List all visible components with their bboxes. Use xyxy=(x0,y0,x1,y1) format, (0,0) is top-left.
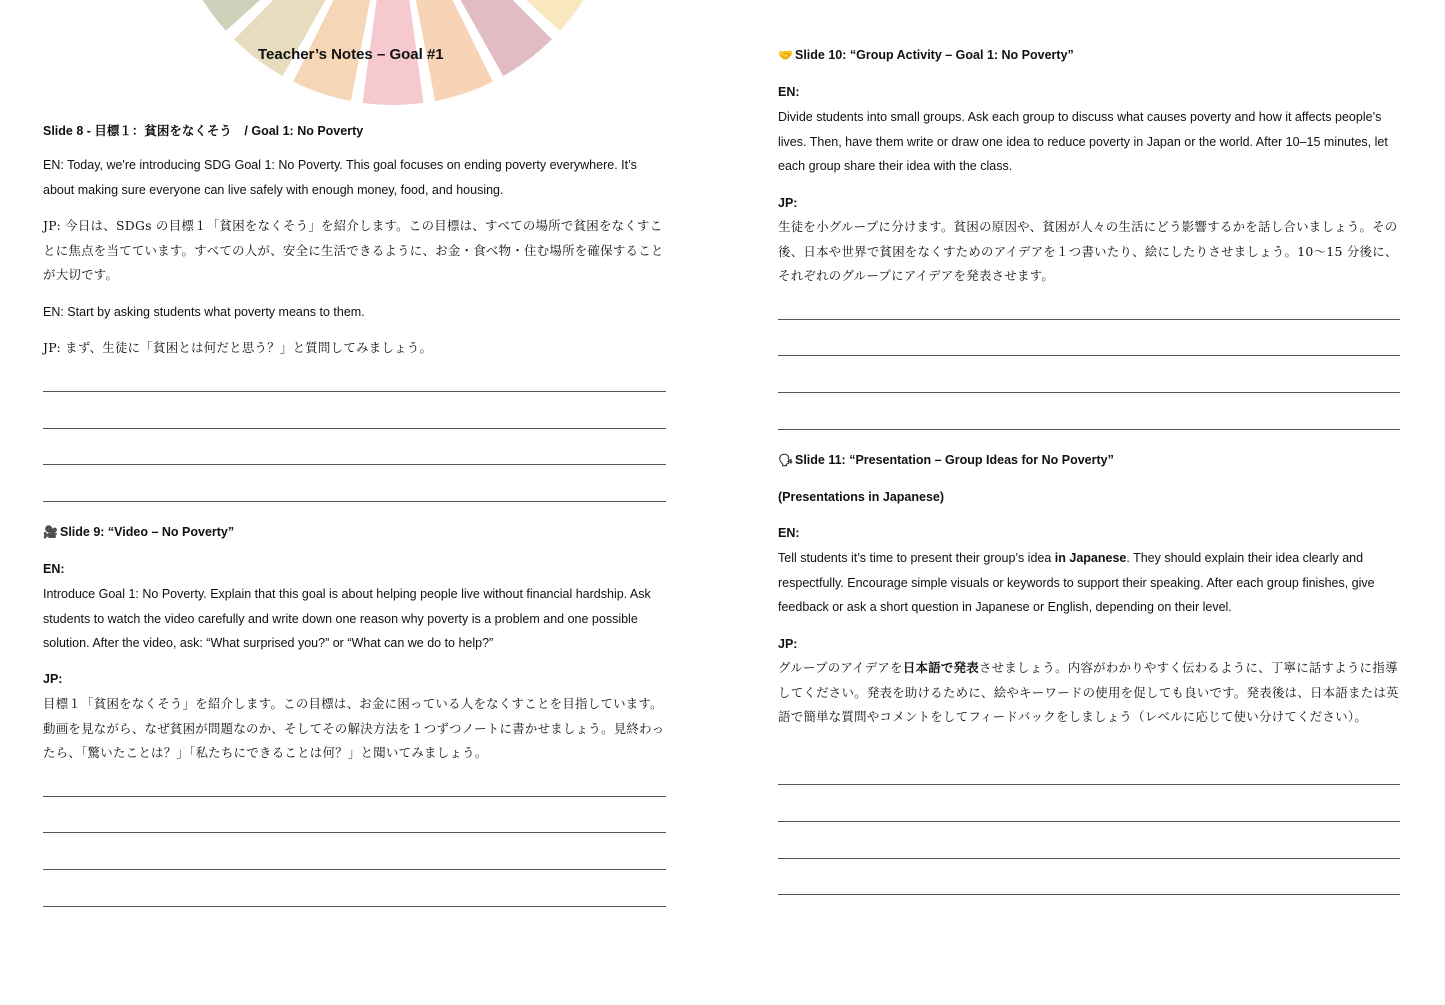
note-line xyxy=(778,319,1400,320)
note-line xyxy=(43,391,666,392)
slide11-en-emphasis: in Japanese xyxy=(1054,551,1127,565)
right-page xyxy=(778,0,1400,1005)
slide8-heading: Slide 8 - 目標１：貧困をなくそう / Goal 1: No Poverty xyxy=(43,124,364,138)
slide11-jp-text xyxy=(778,656,1400,730)
slide8-en-question: EN: Start by asking students what poverty means to them. xyxy=(43,305,365,319)
note-line xyxy=(43,906,666,907)
note-line xyxy=(43,832,666,833)
note-line xyxy=(778,894,1400,895)
slide11-en-part2: . They should explain their idea clearly and respectfully. Encourage simple visuals or keywords to support their speaking. After each group finishes, give feedback or ask a short question in Japanese or English, depending on their level. xyxy=(778,551,1375,615)
slide11-heading: Slide 11: “Presentation – Group Ideas for No Poverty” xyxy=(795,453,1114,467)
slide11-en-text xyxy=(778,546,1400,620)
video-camera-icon: 🎥 xyxy=(43,525,58,539)
note-line xyxy=(43,501,666,502)
slide8-jp-question: JP: まず、生徒に「貧困とは何だと思う？」と質問してみましょう。 xyxy=(43,340,433,355)
slide10-en-text: Divide students into small groups. Ask each group to discuss what causes poverty and how it affects people’s lives. Then, have them write or draw one idea to reduce poverty in Japan or the world. After 10–15 minutes, let each group share their idea with the class. xyxy=(778,110,1388,174)
note-line xyxy=(43,464,666,465)
handshake-icon: 🤝 xyxy=(778,48,793,62)
slide10-en-label: EN: xyxy=(778,85,800,99)
slide9-jp-label: JP: xyxy=(43,672,63,686)
note-line xyxy=(778,821,1400,822)
slide11-subheading: (Presentations in Japanese) xyxy=(778,490,945,504)
slide11-jp-emphasis: 日本語で発表 xyxy=(902,660,979,675)
slide10-jp-label: JP: xyxy=(778,196,798,210)
slide11-jp-part1: グループのアイデアを xyxy=(778,660,903,675)
slide9-heading: Slide 9: “Video – No Poverty” xyxy=(60,525,235,539)
note-line xyxy=(778,429,1400,430)
page-title: Teacher’s Notes – Goal #1 xyxy=(258,46,444,63)
slide11-en-label: EN: xyxy=(778,526,800,540)
note-line xyxy=(43,869,666,870)
slide10-jp-text: 生徒を小グループに分けます。貧困の原因や、貧困が人々の生活にどう影響するかを話し合いましょう。その後、日本や世界で貧困をなくすためのアイデアを１つ書いたり、絵にしたりさせましょう。10〜15 分後に、それぞれのグループにアイデアを発表させます。 xyxy=(778,219,1398,284)
slide9-heading-row xyxy=(43,525,666,539)
note-line xyxy=(778,784,1400,785)
slide9-en-label: EN: xyxy=(43,562,65,576)
slide8-en-intro: EN: Today, we're introducing SDG Goal 1: No Poverty. This goal focuses on ending poverty everywhere. It’s about making sure everyone can live safely with enough money, food, and housing. xyxy=(43,158,637,197)
note-line xyxy=(778,392,1400,393)
speaking-head-icon: 🗣 xyxy=(778,453,794,467)
slide11-jp-part2: させましょう。内容がわかりやすく伝わるように、丁寧に話すように指導してください。発表を助けるために、絵やキーワードの使用を促しても良いです。発表後は、日本語または英語で簡単な質問やコメントをしてフィードバックをしましょう（レベルに応じて使い分けてください）。 xyxy=(778,660,1399,725)
slide10-heading-row xyxy=(778,48,1400,62)
note-line xyxy=(43,428,666,429)
note-line xyxy=(778,355,1400,356)
note-line xyxy=(778,858,1400,859)
slide10-heading: Slide 10: “Group Activity – Goal 1: No Poverty” xyxy=(795,48,1074,62)
slide9-en-text: Introduce Goal 1: No Poverty. Explain that this goal is about helping people live without financial hardship. Ask students to watch the video carefully and write down one reason why poverty is a problem and one possible solution. After the video, ask: “What surprised you?” or “What can we do to help?” xyxy=(43,587,651,651)
note-line xyxy=(43,796,666,797)
slide9-jp-text: 目標１「貧困をなくそう」を紹介します。この目標は、お金に困っている人をなくすことを目指しています。動画を見ながら、なぜ貧困が問題なのか、そしてその解決方法を１つずつノートに書かせましょう。見終わったら、「驚いたことは？」「私たちにできることは何？」と聞いてみましょう。 xyxy=(43,696,665,761)
slide11-jp-label: JP: xyxy=(778,637,798,651)
slide11-en-part1: Tell students it’s time to present their group’s idea xyxy=(778,551,1055,565)
slide8-jp-intro: JP: 今日は、SDGs の目標１「貧困をなくそう」を紹介します。この目標は、すべての場所で貧困をなくすことに焦点を当てています。すべての人が、安全に生活できるように、お金・食べ物・住む場所を確保することが大切です。 xyxy=(43,218,664,283)
left-page xyxy=(43,0,666,1005)
slide11-heading-row xyxy=(778,453,1400,467)
